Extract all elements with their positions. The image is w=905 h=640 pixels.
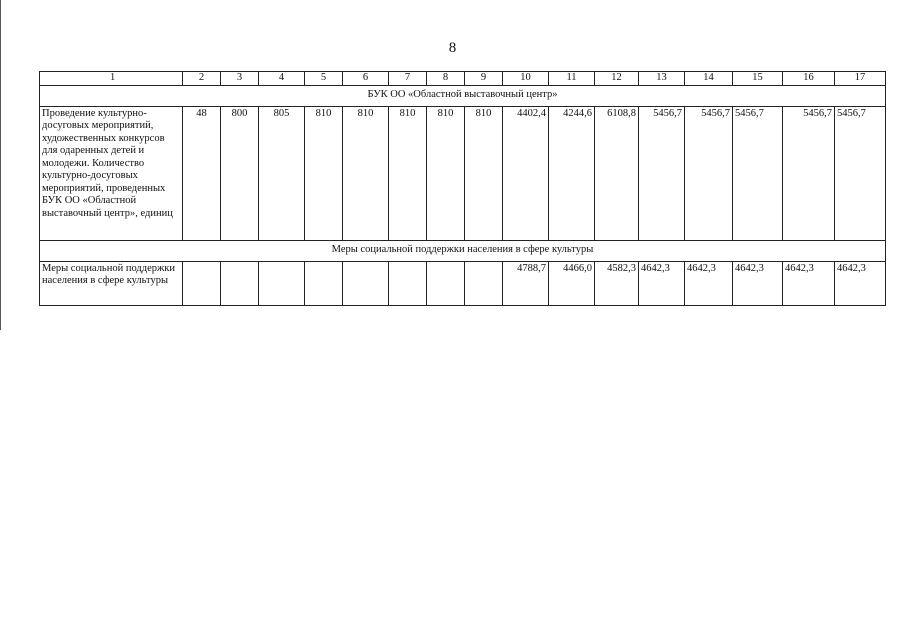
table-cell: 4402,4 — [503, 106, 549, 240]
column-header: 9 — [465, 72, 503, 86]
table-row — [40, 106, 886, 240]
table-row — [40, 261, 886, 305]
table-cell: 805 — [259, 106, 305, 240]
column-header: 17 — [835, 72, 886, 86]
table-cell: 5456,7 — [835, 106, 886, 240]
column-header-row — [40, 72, 886, 86]
table-cell — [389, 261, 427, 305]
column-header: 14 — [685, 72, 733, 86]
table-cell: 4642,3 — [783, 261, 835, 305]
column-header: 13 — [639, 72, 685, 86]
table-cell — [343, 261, 389, 305]
table-cell: 4582,3 — [595, 261, 639, 305]
section-header-row — [40, 240, 886, 261]
table-cell — [465, 261, 503, 305]
section-header-row — [40, 85, 886, 106]
table-cell: 4642,3 — [685, 261, 733, 305]
table-cell: 4788,7 — [503, 261, 549, 305]
column-header: 10 — [503, 72, 549, 86]
table-cell: 5456,7 — [733, 106, 783, 240]
column-header: 11 — [549, 72, 595, 86]
table-cell: 5456,7 — [783, 106, 835, 240]
column-header: 12 — [595, 72, 639, 86]
table-cell — [259, 261, 305, 305]
table-cell: 800 — [221, 106, 259, 240]
row-name: Меры социальной поддержки населения в сфере культуры — [40, 261, 183, 305]
table-cell: 4642,3 — [835, 261, 886, 305]
column-header: 7 — [389, 72, 427, 86]
table-cell: 4466,0 — [549, 261, 595, 305]
table-cell — [427, 261, 465, 305]
table-cell: 48 — [183, 106, 221, 240]
column-header: 4 — [259, 72, 305, 86]
table-cell — [183, 261, 221, 305]
table-cell: 4642,3 — [733, 261, 783, 305]
column-header: 15 — [733, 72, 783, 86]
column-header: 8 — [427, 72, 465, 86]
table-cell: 4642,3 — [639, 261, 685, 305]
table-cell — [221, 261, 259, 305]
data-table — [39, 71, 886, 306]
column-header: 6 — [343, 72, 389, 86]
table-cell: 810 — [465, 106, 503, 240]
table-cell: 5456,7 — [685, 106, 733, 240]
table-cell — [305, 261, 343, 305]
table-cell: 810 — [343, 106, 389, 240]
column-header: 16 — [783, 72, 835, 86]
column-header: 3 — [221, 72, 259, 86]
table-cell: 5456,7 — [639, 106, 685, 240]
section-title: Меры социальной поддержки населения в сфере культуры — [40, 240, 886, 261]
column-header: 2 — [183, 72, 221, 86]
table-cell: 810 — [427, 106, 465, 240]
table-cell: 4244,6 — [549, 106, 595, 240]
scan-edge-mark — [0, 0, 1, 330]
column-header: 1 — [40, 72, 183, 86]
table-cell: 6108,8 — [595, 106, 639, 240]
table-cell: 810 — [389, 106, 427, 240]
page-number: 8 — [448, 40, 457, 56]
section-title: БУК ОО «Областной выставочный центр» — [40, 85, 886, 106]
column-header: 5 — [305, 72, 343, 86]
row-name: Проведение культурно-досуговых мероприятий, художественных конкурсов для одаренных детей и молодежи. Количество культурно-досуговых мероприятий, проведенных БУК ОО «Областной выставочный центр», единиц — [40, 106, 183, 240]
table-cell: 810 — [305, 106, 343, 240]
